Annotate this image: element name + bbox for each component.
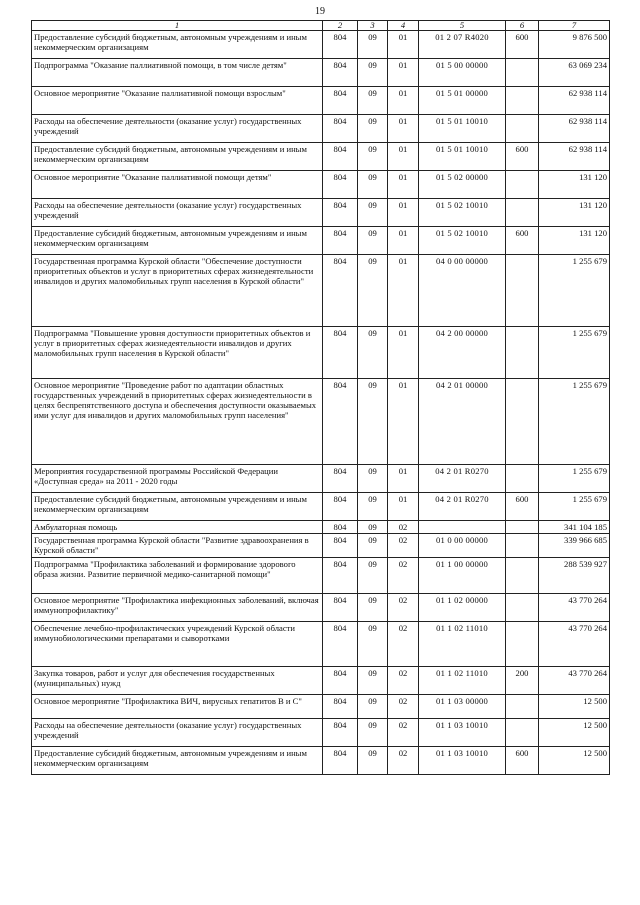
row-subsection-code: 01 bbox=[388, 31, 419, 59]
row-subsection-code: 01 bbox=[388, 59, 419, 87]
row-ministry-code: 804 bbox=[323, 465, 358, 493]
row-expense-type bbox=[506, 115, 539, 143]
row-section-code: 09 bbox=[358, 622, 388, 667]
row-expense-type bbox=[506, 719, 539, 747]
row-ministry-code: 804 bbox=[323, 115, 358, 143]
row-expense-type bbox=[506, 558, 539, 594]
row-ministry-code: 804 bbox=[323, 594, 358, 622]
row-target-code: 04 2 01 R0270 bbox=[419, 465, 506, 493]
row-section-code: 09 bbox=[358, 59, 388, 87]
row-target-code: 01 1 03 10010 bbox=[419, 719, 506, 747]
row-name: Основное мероприятие "Оказание паллиативной помощи детям" bbox=[32, 171, 323, 199]
table-row bbox=[32, 747, 610, 775]
row-amount: 63 069 234 bbox=[539, 59, 610, 87]
row-ministry-code: 804 bbox=[323, 31, 358, 59]
row-ministry-code: 804 bbox=[323, 622, 358, 667]
row-expense-type bbox=[506, 534, 539, 558]
row-section-code: 09 bbox=[358, 327, 388, 379]
row-amount: 12 500 bbox=[539, 747, 610, 775]
row-target-code: 01 5 02 10010 bbox=[419, 199, 506, 227]
column-header: 5 bbox=[419, 21, 506, 31]
row-section-code: 09 bbox=[358, 493, 388, 521]
table-row bbox=[32, 87, 610, 115]
row-subsection-code: 01 bbox=[388, 143, 419, 171]
row-name: Государственная программа Курской области "Развитие здравоохранения в Курской области" bbox=[32, 534, 323, 558]
row-section-code: 09 bbox=[358, 465, 388, 493]
row-section-code: 09 bbox=[358, 719, 388, 747]
row-section-code: 09 bbox=[358, 115, 388, 143]
row-ministry-code: 804 bbox=[323, 199, 358, 227]
row-name: Основное мероприятие "Оказание паллиативной помощи взрослым" bbox=[32, 87, 323, 115]
row-subsection-code: 01 bbox=[388, 379, 419, 465]
table-row bbox=[32, 255, 610, 327]
row-ministry-code: 804 bbox=[323, 143, 358, 171]
row-name: Основное мероприятие "Профилактика инфекционных заболеваний, включая иммунопрофилактику" bbox=[32, 594, 323, 622]
row-ministry-code: 804 bbox=[323, 171, 358, 199]
row-target-code: 04 2 01 R0270 bbox=[419, 493, 506, 521]
row-subsection-code: 01 bbox=[388, 171, 419, 199]
row-expense-type: 600 bbox=[506, 747, 539, 775]
row-name: Основное мероприятие "Профилактика ВИЧ, вирусных гепатитов В и С" bbox=[32, 695, 323, 719]
table-row bbox=[32, 31, 610, 59]
table-row bbox=[32, 719, 610, 747]
table-row bbox=[32, 115, 610, 143]
row-section-code: 09 bbox=[358, 171, 388, 199]
table-row bbox=[32, 379, 610, 465]
table-row bbox=[32, 143, 610, 171]
row-target-code: 01 2 07 R4020 bbox=[419, 31, 506, 59]
column-header: 1 bbox=[32, 21, 323, 31]
row-subsection-code: 01 bbox=[388, 493, 419, 521]
table-row bbox=[32, 695, 610, 719]
budget-table bbox=[31, 20, 610, 775]
row-name: Расходы на обеспечение деятельности (оказание услуг) государственных учреждений bbox=[32, 115, 323, 143]
row-expense-type: 600 bbox=[506, 227, 539, 255]
row-amount: 1 255 679 bbox=[539, 493, 610, 521]
row-expense-type bbox=[506, 379, 539, 465]
row-subsection-code: 02 bbox=[388, 521, 419, 534]
row-name: Предоставление субсидий бюджетным, автономным учреждениям и иным некоммерческим организациям bbox=[32, 747, 323, 775]
row-name: Закупка товаров, работ и услуг для обеспечения государственных (муниципальных) нужд bbox=[32, 667, 323, 695]
row-target-code: 04 0 00 00000 bbox=[419, 255, 506, 327]
row-name: Расходы на обеспечение деятельности (оказание услуг) государственных учреждений bbox=[32, 719, 323, 747]
column-header: 6 bbox=[506, 21, 539, 31]
row-section-code: 09 bbox=[358, 594, 388, 622]
row-ministry-code: 804 bbox=[323, 719, 358, 747]
row-target-code: 01 1 03 10010 bbox=[419, 747, 506, 775]
row-ministry-code: 804 bbox=[323, 255, 358, 327]
row-target-code: 01 1 03 00000 bbox=[419, 695, 506, 719]
row-subsection-code: 01 bbox=[388, 465, 419, 493]
table-row bbox=[32, 327, 610, 379]
row-ministry-code: 804 bbox=[323, 521, 358, 534]
table-row bbox=[32, 59, 610, 87]
row-target-code: 01 5 01 00000 bbox=[419, 87, 506, 115]
row-section-code: 09 bbox=[358, 143, 388, 171]
row-section-code: 09 bbox=[358, 667, 388, 695]
row-subsection-code: 01 bbox=[388, 255, 419, 327]
row-target-code: 04 2 00 00000 bbox=[419, 327, 506, 379]
row-section-code: 09 bbox=[358, 227, 388, 255]
table-row bbox=[32, 667, 610, 695]
row-target-code: 01 5 00 00000 bbox=[419, 59, 506, 87]
row-ministry-code: 804 bbox=[323, 327, 358, 379]
row-ministry-code: 804 bbox=[323, 59, 358, 87]
row-expense-type: 600 bbox=[506, 143, 539, 171]
row-section-code: 09 bbox=[358, 558, 388, 594]
table-row bbox=[32, 622, 610, 667]
table-row bbox=[32, 493, 610, 521]
row-amount: 1 255 679 bbox=[539, 255, 610, 327]
row-ministry-code: 804 bbox=[323, 379, 358, 465]
row-section-code: 09 bbox=[358, 199, 388, 227]
row-target-code: 01 5 01 10010 bbox=[419, 115, 506, 143]
row-subsection-code: 01 bbox=[388, 199, 419, 227]
row-expense-type: 600 bbox=[506, 493, 539, 521]
row-name: Подпрограмма "Профилактика заболеваний и формирование здорового образа жизни. Развитие первичной медико-санитарной помощи" bbox=[32, 558, 323, 594]
row-section-code: 09 bbox=[358, 31, 388, 59]
row-name: Расходы на обеспечение деятельности (оказание услуг) государственных учреждений bbox=[32, 199, 323, 227]
row-name: Предоставление субсидий бюджетным, автономным учреждениям и иным некоммерческим организациям bbox=[32, 493, 323, 521]
row-amount: 12 500 bbox=[539, 719, 610, 747]
row-subsection-code: 02 bbox=[388, 594, 419, 622]
row-subsection-code: 02 bbox=[388, 622, 419, 667]
row-name: Мероприятия государственной программы Российской Федерации «Доступная среда» на 2011 - 2020 годы bbox=[32, 465, 323, 493]
row-amount: 62 938 114 bbox=[539, 143, 610, 171]
row-expense-type bbox=[506, 255, 539, 327]
row-amount: 1 255 679 bbox=[539, 379, 610, 465]
row-expense-type: 600 bbox=[506, 31, 539, 59]
row-name: Подпрограмма "Оказание паллиативной помощи, в том числе детям" bbox=[32, 59, 323, 87]
row-amount: 12 500 bbox=[539, 695, 610, 719]
row-amount: 43 770 264 bbox=[539, 594, 610, 622]
row-target-code: 01 1 02 11010 bbox=[419, 667, 506, 695]
row-amount: 1 255 679 bbox=[539, 327, 610, 379]
row-name: Предоставление субсидий бюджетным, автономным учреждениям и иным некоммерческим организациям bbox=[32, 143, 323, 171]
row-name: Обеспечение лечебно-профилактических учреждений Курской области иммунобиологическими препаратами и сыворотками bbox=[32, 622, 323, 667]
row-section-code: 09 bbox=[358, 521, 388, 534]
table-row bbox=[32, 558, 610, 594]
table-row bbox=[32, 199, 610, 227]
row-target-code bbox=[419, 521, 506, 534]
row-amount: 43 770 264 bbox=[539, 667, 610, 695]
row-expense-type bbox=[506, 327, 539, 379]
row-target-code: 01 1 02 11010 bbox=[419, 622, 506, 667]
table-row bbox=[32, 594, 610, 622]
row-expense-type bbox=[506, 465, 539, 493]
row-amount: 62 938 114 bbox=[539, 115, 610, 143]
row-amount: 339 966 685 bbox=[539, 534, 610, 558]
row-name: Подпрограмма "Повышение уровня доступности приоритетных объектов и услуг в приоритетных сферах жизнедеятельности инвалидов и других маломобильных групп населения в Курской области" bbox=[32, 327, 323, 379]
row-subsection-code: 02 bbox=[388, 719, 419, 747]
row-ministry-code: 804 bbox=[323, 493, 358, 521]
page-number: 19 bbox=[315, 6, 325, 17]
row-subsection-code: 02 bbox=[388, 534, 419, 558]
row-amount: 62 938 114 bbox=[539, 87, 610, 115]
column-header: 4 bbox=[388, 21, 419, 31]
row-ministry-code: 804 bbox=[323, 695, 358, 719]
row-subsection-code: 01 bbox=[388, 87, 419, 115]
row-target-code: 01 1 00 00000 bbox=[419, 558, 506, 594]
row-expense-type bbox=[506, 594, 539, 622]
row-subsection-code: 02 bbox=[388, 667, 419, 695]
row-name: Государственная программа Курской области "Обеспечение доступности приоритетных объектов и услуг в приоритетных сферах жизнедеятельности инвалидов и других маломобильных групп населения в Курской области" bbox=[32, 255, 323, 327]
column-header: 3 bbox=[358, 21, 388, 31]
row-subsection-code: 01 bbox=[388, 327, 419, 379]
row-ministry-code: 804 bbox=[323, 558, 358, 594]
row-section-code: 09 bbox=[358, 534, 388, 558]
row-expense-type bbox=[506, 521, 539, 534]
row-section-code: 09 bbox=[358, 87, 388, 115]
row-subsection-code: 02 bbox=[388, 558, 419, 594]
row-ministry-code: 804 bbox=[323, 227, 358, 255]
row-target-code: 01 5 02 00000 bbox=[419, 171, 506, 199]
row-amount: 131 120 bbox=[539, 227, 610, 255]
row-amount: 131 120 bbox=[539, 171, 610, 199]
row-section-code: 09 bbox=[358, 379, 388, 465]
row-name: Амбулаторная помощь bbox=[32, 521, 323, 534]
column-header: 2 bbox=[323, 21, 358, 31]
row-amount: 288 539 927 bbox=[539, 558, 610, 594]
row-ministry-code: 804 bbox=[323, 534, 358, 558]
row-expense-type bbox=[506, 622, 539, 667]
row-target-code: 01 0 00 00000 bbox=[419, 534, 506, 558]
row-section-code: 09 bbox=[358, 255, 388, 327]
row-subsection-code: 02 bbox=[388, 747, 419, 775]
table-row bbox=[32, 227, 610, 255]
row-ministry-code: 804 bbox=[323, 667, 358, 695]
row-name: Предоставление субсидий бюджетным, автономным учреждениям и иным некоммерческим организациям bbox=[32, 31, 323, 59]
row-target-code: 04 2 01 00000 bbox=[419, 379, 506, 465]
row-ministry-code: 804 bbox=[323, 747, 358, 775]
row-name: Основное мероприятие "Проведение работ по адаптации областных государственных учреждений в приоритетных сферах жизнедеятельности в целях беспрепятственного доступа и обеспечения доступности оказываемых ими услуг для инвалидов и других маломобильных групп населения" bbox=[32, 379, 323, 465]
row-subsection-code: 02 bbox=[388, 695, 419, 719]
row-target-code: 01 1 02 00000 bbox=[419, 594, 506, 622]
row-amount: 43 770 264 bbox=[539, 622, 610, 667]
row-section-code: 09 bbox=[358, 695, 388, 719]
row-subsection-code: 01 bbox=[388, 227, 419, 255]
row-amount: 9 876 500 bbox=[539, 31, 610, 59]
row-amount: 1 255 679 bbox=[539, 465, 610, 493]
row-expense-type bbox=[506, 59, 539, 87]
column-header: 7 bbox=[539, 21, 610, 31]
row-expense-type bbox=[506, 695, 539, 719]
row-expense-type bbox=[506, 199, 539, 227]
row-amount: 131 120 bbox=[539, 199, 610, 227]
table-row bbox=[32, 521, 610, 534]
table-row bbox=[32, 171, 610, 199]
table-row bbox=[32, 534, 610, 558]
header-row bbox=[32, 21, 610, 31]
row-target-code: 01 5 02 10010 bbox=[419, 227, 506, 255]
row-section-code: 09 bbox=[358, 747, 388, 775]
row-name: Предоставление субсидий бюджетным, автономным учреждениям и иным некоммерческим организациям bbox=[32, 227, 323, 255]
row-expense-type: 200 bbox=[506, 667, 539, 695]
row-subsection-code: 01 bbox=[388, 115, 419, 143]
row-ministry-code: 804 bbox=[323, 87, 358, 115]
row-amount: 341 104 185 bbox=[539, 521, 610, 534]
row-target-code: 01 5 01 10010 bbox=[419, 143, 506, 171]
row-expense-type bbox=[506, 171, 539, 199]
table-row bbox=[32, 465, 610, 493]
row-expense-type bbox=[506, 87, 539, 115]
